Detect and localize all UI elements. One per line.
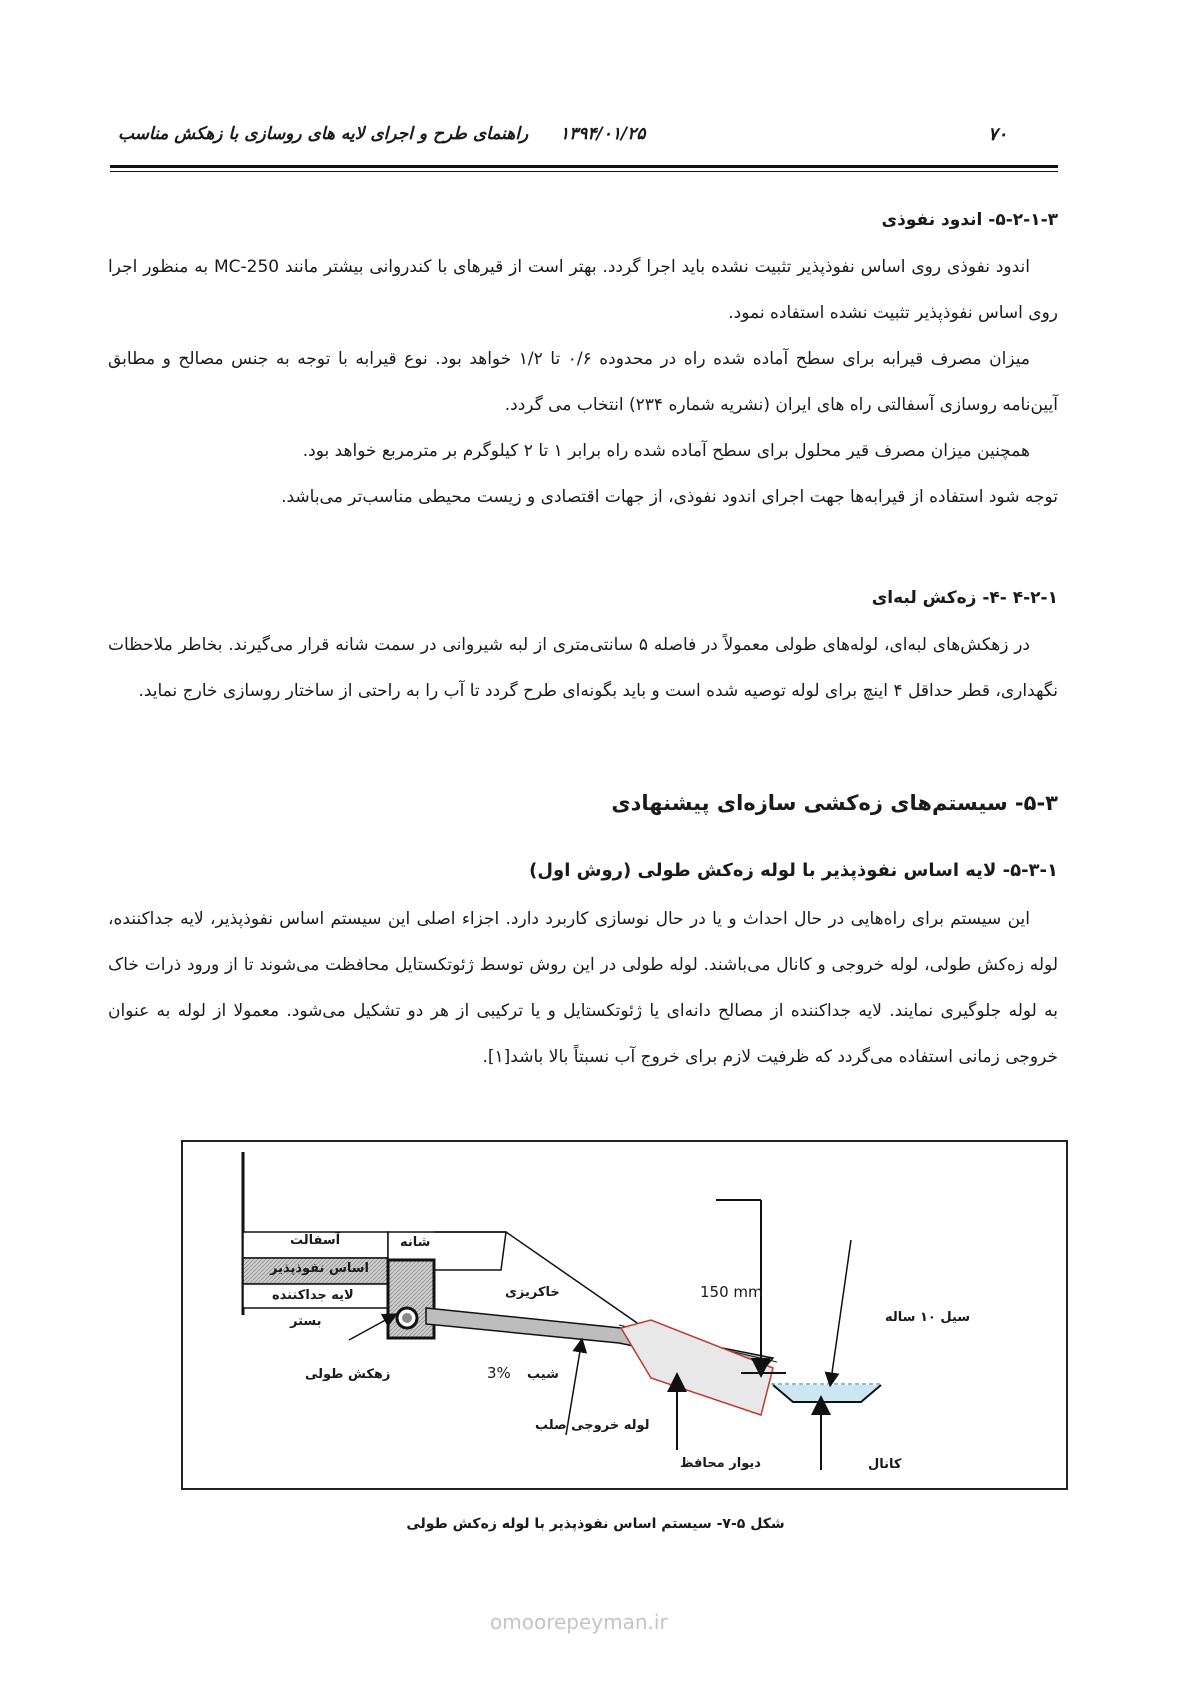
paragraph: این سیستم برای راه‌هایی در حال احداث و یا در حال نوسازی کاربرد دارد. اجزاء اصلی این سیستم اساس نفوذپذیر، لایه جداکننده، لوله زه‌کش طولی، لوله خروجی و کانال می‌باشند. لوله طولی در این روش توسط ژئوتکستایل محافظت می‌شوند تا از ورود ذرات خاک به لوله جلوگیری نمایند. لایه جداکننده از مصالح دانه‌ای یا ژئوتکستایل و یا ترکیبی از هر دو تشکیل می‌شود. معمولا از لوله به عنوان خروجی زمانی استفاده می‌گردد که ظرفیت لازم برای خروج آب نسبتاً بالا باشد[۱]. (108, 909, 1058, 1067)
label-channel: کانال (868, 1457, 902, 1472)
label-shoulder: شانه (400, 1235, 431, 1250)
label-depth: 150 mm (700, 1283, 763, 1301)
header-date: ۱۳۹۴/۰۱/۲۵ (560, 124, 646, 144)
section-heading-penetration-coat: ۵-۲-۱-۳- اندود نفوذی (881, 210, 1058, 230)
section-body-method-one (108, 896, 1058, 1080)
label-permeable-base: اساس نفوذپذیر (270, 1261, 370, 1276)
header-title: راهنمای طرح و اجرای لایه های روسازی با زهکش مناسب (118, 124, 529, 144)
label-outlet-pipe: لوله خروجی صلب (535, 1418, 650, 1433)
paragraph: توجه شود استفاده از قیرابه‌ها جهت اجرای اندود نفوذی، از جهات اقتصادی و زیست محیطی مناسب‌تر می‌باشد. (281, 487, 1058, 507)
paragraph: همچنین میزان مصرف قیر محلول برای سطح آماده شده راه برابر ۱ تا ۲ کیلوگرم بر مترمربع خواهد بود. (302, 441, 1030, 461)
label-fill: خاکریزی (505, 1285, 560, 1300)
label-slope: شیب (527, 1367, 559, 1382)
label-asphalt: آسفالت (290, 1233, 341, 1248)
headwall (621, 1320, 773, 1415)
section-heading-edge-drain: ۴-۲-۱ -۴- زه‌کش لبه‌ای (871, 588, 1058, 608)
paragraph: در زهکش‌های لبه‌ای، لوله‌های طولی معمولاً در فاصله ۵ سانتی‌متری از لبه شیروانی در سمت شانه قرار می‌گیرند. بخاطر ملاحظات نگهداری، قطر حداقل ۴ اینچ برای لوله توصیه شده است و باید بگونه‌ای طرح گردد تا آب را به راحتی از ساختار روسازی خارج نماید. (108, 635, 1058, 701)
label-slope-value: 3% (487, 1364, 511, 1382)
label-headwall: دیوار محافظ (680, 1456, 761, 1471)
header-rule-thin (110, 171, 1058, 172)
label-separator: لایه جداکننده (272, 1288, 354, 1303)
section-heading-method-one: ۵-۳-۱- لایه اساس نفوذپذیر با لوله زه‌کش طولی (روش اول) (529, 860, 1058, 881)
arrow-flood (831, 1240, 851, 1380)
figure-caption: شکل ۵-۷- سیستم اساس نفوذپذیر با لوله زه‌کش طولی (406, 1516, 785, 1532)
page-number: ۷۰ (988, 124, 1008, 145)
watermark-text: omoorepeyman.ir (490, 1610, 668, 1634)
channel (773, 1385, 881, 1402)
label-longitudinal-drain: زهکش طولی (305, 1367, 391, 1382)
drain-pipe-core (402, 1313, 412, 1323)
section-body-edge-drain (108, 622, 1058, 714)
label-subgrade: بستر (290, 1314, 322, 1329)
label-flood: سیل ۱۰ ساله (885, 1310, 971, 1325)
paragraph: میزان مصرف قیرابه برای سطح آماده شده راه در محدوده ۰/۶ تا ۱/۲ خواهد بود. نوع قیرابه با توجه به جنس مصالح و مطابق آیین‌نامه روسازی آسفالتی راه های ایران (نشریه شماره ۲۳۴) انتخاب می گردد. (108, 349, 1058, 415)
paragraph: اندود نفوذی روی اساس نفوذپذیر تثبیت نشده باید اجرا گردد. بهتر است از قیرهای با کندروانی بیشتر مانند MC-250 به منظور اجرا روی اساس نفوذپذیر تثبیت نشده استفاده نمود. (108, 257, 1058, 323)
section-heading-structural-drainage: ۵-۳- سیستم‌های زه‌کشی سازه‌ای پیشنهادی (611, 791, 1058, 815)
header-rule (110, 165, 1058, 168)
section-body-penetration-coat (108, 244, 1058, 520)
arrow-longitudinal-drain (349, 1317, 391, 1340)
